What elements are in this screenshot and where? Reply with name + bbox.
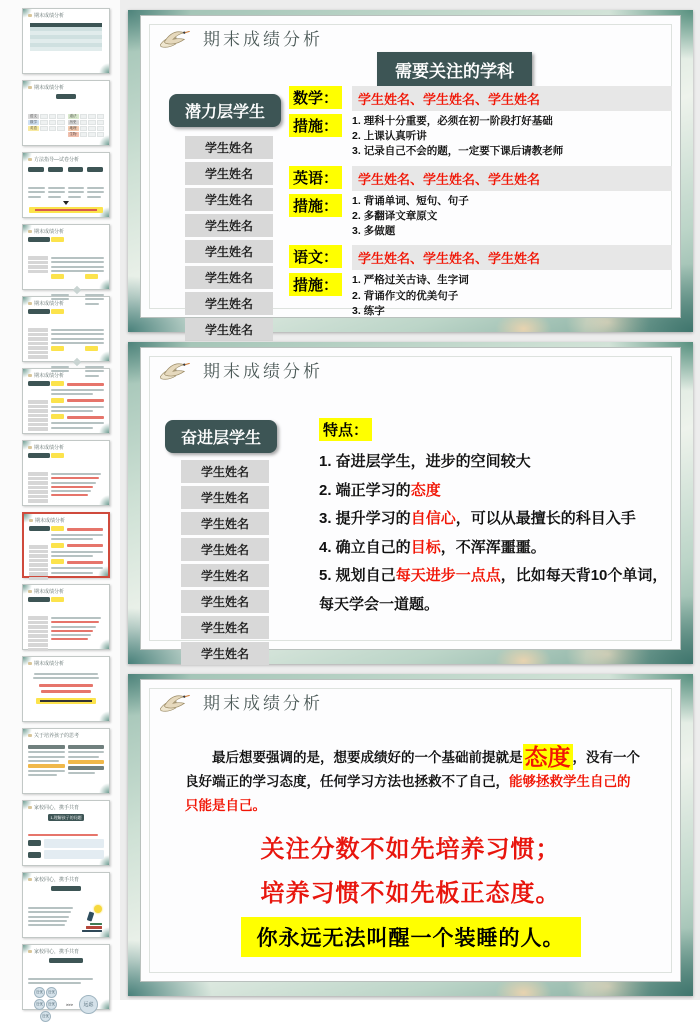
crane-logo-icon [155,356,195,384]
crane-icon [28,662,32,665]
measures-label: 措施： [289,273,342,296]
thumbnail-title-text: 关于培养孩子的思考 [34,733,80,739]
text-segment: 态度 [524,743,571,770]
slide-thumbnail-preview [28,21,104,69]
student-name-box: 学生姓名 [185,318,273,341]
measure-item: 1. 严格过关古诗、生字词 [352,274,469,287]
slide-thumbnail-preview [28,885,104,933]
measure-item: 2. 多翻译文章原文 [352,209,438,222]
subject-sections [289,86,672,319]
measures-list [352,114,563,160]
slide-thumbnail-preview [28,381,104,429]
slide-thumbnail-title [28,12,104,19]
student-name-box: 学生姓名 [185,188,273,211]
student-name-box: 学生姓名 [181,486,269,509]
slide-title: 期末成绩分析 [203,30,323,49]
thumbnail-title-text: 家校同心，携手共育 [34,805,80,811]
student-names-strip: 学生姓名、学生姓名、学生姓名 [352,166,672,191]
slide-thumbnail-title [28,156,104,163]
student-layer-pill: 奋进层学生 [165,420,277,453]
student-names-strip: 学生姓名、学生姓名、学生姓名 [352,86,672,111]
student-name-box: 学生姓名 [185,240,273,263]
student-name-box: 学生姓名 [181,564,269,587]
slide-thumbnail-title [28,588,104,595]
slide-page-current[interactable] [128,10,693,337]
measures-label: 措施： [289,194,342,217]
measures-list [352,273,469,319]
crane-icon [28,86,32,89]
slide-thumbnail-preview [28,957,104,1018]
measure-item: 3. 多做题 [352,225,396,238]
slide-thumbnail-title [28,228,104,235]
slide-thumbnail[interactable] [22,8,110,74]
thumbnail-title-text: 期末成绩分析 [34,229,65,235]
student-name-box: 学生姓名 [181,512,269,535]
far-vision-circle: 远虑 [79,995,98,1014]
slide-thumbnail-title [28,732,104,739]
student-name-list [181,460,269,665]
student-name-box: 学生姓名 [181,538,269,561]
feature-item [319,534,668,563]
subject-section [289,245,672,319]
measure-item: 1. 理科十分重要，必须在初一阶段打好基础 [352,115,553,127]
slide-thumbnail[interactable] [22,152,110,218]
text-segment: 最后想要强调的是，想要成绩好的一个基础前提就是 [212,749,523,765]
crane-icon [29,519,33,522]
crane-icon [28,14,32,17]
feature-item [319,505,668,534]
slide-thumbnail-title [29,517,103,524]
slide-thumbnail-title [28,84,104,91]
slogan-line: 培养习惯不如先板正态度。 [260,880,561,908]
text-segment: 3. 提升学习的 [319,510,411,527]
subject-cell: 英语 [30,126,37,130]
thumbnail-title-text: 方法指导—试卷分析 [34,157,80,163]
features-list [319,448,668,619]
crane-icon [28,950,32,953]
text-segment: 自信心 [410,510,456,527]
crane-icon [28,446,32,449]
subject-row [289,86,672,111]
feature-item [319,562,668,619]
near-worry-circle: 近忧 [46,999,57,1010]
slide-thumbnail-list [22,8,120,1018]
thumbnail-title-text: 期末成绩分析 [34,661,65,667]
slide-thumbnail-title [28,948,104,955]
slide-title: 期末成绩分析 [203,362,323,381]
crane-logo-icon [155,24,195,52]
near-worry-circle: 近忧 [40,1011,51,1022]
text-segment: 目标 [410,538,441,556]
focus-subjects-banner: 需要关注的学科 [377,52,532,87]
slide-header [155,24,323,52]
thumbnail-title-text: 期末成绩分析 [34,373,65,379]
slide-thumbnail-preview [28,669,104,717]
student-name-list [185,136,273,341]
measure-item: 3. 记录自己不会的题，一定要下课后请教老师 [352,145,564,158]
slide-thumbnail[interactable] [22,584,110,650]
slide-thumbnail-preview [28,237,104,285]
slide-thumbnail-preview [29,526,103,572]
student-name-box: 学生姓名 [181,590,269,613]
slide-thumbnail-title [28,876,104,883]
student-name-box: 学生姓名 [185,266,273,289]
thumbnail-title-text: 期末成绩分析 [34,301,65,307]
subject-cell: 历史 [69,120,77,124]
thumbnail-title-text: 期末成绩分析 [34,589,65,595]
text-segment: ，没有一个良好端正的学习态度，任何学习方法也拯救不了自己， [185,749,640,789]
student-layer-pill: 潜力层学生 [169,94,281,127]
subject-section [289,166,672,240]
slide-thumbnail-preview [28,309,104,357]
section-pill: 1.理解孩子的问题 [50,815,82,820]
slide-thumbnail-preview [28,597,104,645]
feature-item [319,477,668,506]
text-segment: 1. 奋进层学生，进步的空间较大 [319,453,531,470]
slide-inner-panel [140,679,681,982]
feature-item [319,448,668,477]
subject-label: 数学： [289,86,342,109]
slide-thumbnail-preview [28,741,104,789]
measures-row [289,273,672,319]
crane-icon [28,230,32,233]
slide-thumbnail-preview [28,93,104,141]
subject-cell: 生物 [69,132,77,136]
crane-icon [28,806,32,809]
text-segment: 每天进步一点点 [395,567,501,584]
text-segment: ，可以从最擅长的科目入手 [455,510,636,527]
text-segment: 4. 确立自己的 [319,538,411,556]
slide-page-after-next[interactable] [128,674,693,996]
thumbnail-title-text: 家校同心，携手共育 [34,949,80,955]
subject-label: 语文： [289,245,342,268]
thumbnail-title-text: 家校同心，携手共育 [34,877,80,883]
final-highlight-line: 你永远无法叫醒一个装睡的人。 [241,917,581,957]
text-segment: 2. 端正学习的 [319,481,411,499]
student-name-box: 学生姓名 [185,292,273,315]
measure-item: 1. 背诵单词、短句、句子 [352,194,469,207]
slide-header [155,356,323,384]
student-name-box: 学生姓名 [181,642,269,665]
slide-thumbnail-preview [28,165,104,213]
subject-cell: 道法 [69,114,77,118]
subject-label: 英语： [289,166,342,189]
crane-icon [28,158,32,161]
subject-cell: 地理 [69,126,77,130]
features-label: 特点： [319,418,372,441]
crane-icon [28,734,32,737]
measures-list [352,194,469,240]
slide-thumbnail[interactable] [22,440,110,506]
measures-label: 措施： [289,114,342,137]
near-worry-circle: 近忧 [34,987,45,998]
slide-canvas [120,0,700,1000]
slide-thumbnail-preview [28,453,104,501]
measures-row [289,194,672,240]
subject-row [289,245,672,270]
summary-paragraph [185,743,643,819]
text-segment: ，不浑浑噩噩。 [440,538,546,556]
thumbnail-title-text: 期末成绩分析 [35,518,66,524]
subject-cell: 数学 [30,120,37,124]
slide-thumbnail[interactable] [22,224,110,290]
crane-icon [28,878,32,881]
thumbnail-title-text: 期末成绩分析 [34,445,65,451]
slide-thumbnail-title [28,660,104,667]
text-segment: 5. 规划自己 [319,567,396,584]
slide-thumbnail[interactable] [22,800,110,866]
crane-logo-icon [155,688,195,716]
text-segment: 态度 [410,481,441,499]
slide-thumbnail[interactable] [22,728,110,794]
student-name-box: 学生姓名 [185,214,273,237]
final-line-wrap [141,917,680,957]
slide-thumbnail[interactable] [22,512,110,578]
student-name-box: 学生姓名 [185,136,273,159]
measure-item: 2. 上课认真听讲 [352,130,427,143]
slogan-line: 关注分数不如先培养习惯； [260,836,561,863]
student-name-box: 学生姓名 [185,162,273,185]
slide-thumbnail[interactable] [22,656,110,722]
slide-inner-panel [140,347,681,661]
slide-thumbnail[interactable] [22,80,110,146]
slide-panel [0,0,120,1018]
student-name-box: 学生姓名 [181,616,269,639]
student-names-strip: 学生姓名、学生姓名、学生姓名 [352,245,672,270]
student-name-box: 学生姓名 [181,460,269,483]
arrow-text: >>> [65,1001,73,1007]
subject-row [289,166,672,191]
slide-thumbnail-title [28,804,104,811]
measure-item: 2. 背诵作文的优美句子 [352,289,459,302]
slide-header [155,688,323,716]
slide-title: 期末成绩分析 [203,694,323,713]
slide-thumbnail[interactable] [22,872,110,938]
near-worry-circle: 近忧 [34,999,45,1010]
slogan-lines [141,828,680,917]
slide-thumbnail-preview [28,813,104,861]
slide-thumbnail[interactable] [22,944,110,1018]
measure-item: 3. 练字 [352,304,385,317]
slide-inner-panel [140,15,681,337]
measures-row [289,114,672,160]
text-segment: ，比如每天背10个单词，每天学会一道题。 [319,567,668,613]
text-segment: 能够拯救学生自己的只能是自己。 [185,773,631,814]
slide-page-next[interactable] [128,342,693,664]
slide-thumbnail-title [28,444,104,451]
subject-cell: 语文 [30,114,37,118]
thumbnail-title-text: 期末成绩分析 [34,13,65,19]
crane-icon [28,590,32,593]
thumbnail-title-text: 期末成绩分析 [34,85,65,91]
near-worry-circle: 近忧 [46,987,57,998]
subject-section [289,86,672,160]
